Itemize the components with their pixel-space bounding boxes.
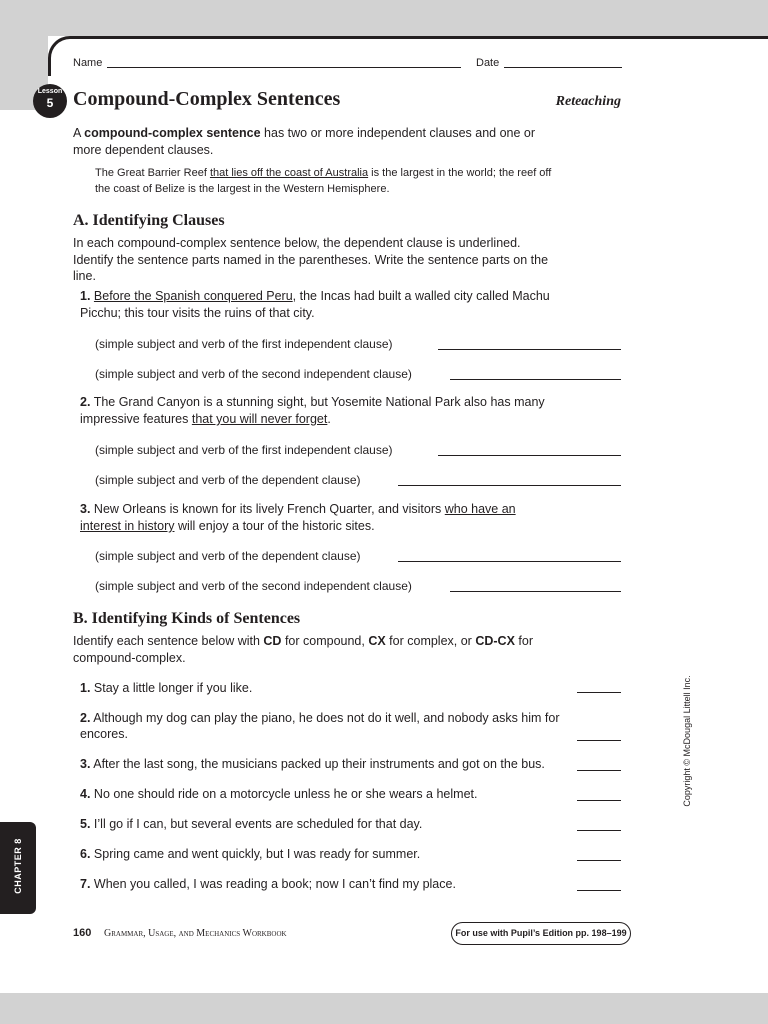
answer-line[interactable]: [577, 890, 621, 891]
section-a-heading: A. Identifying Clauses: [73, 212, 225, 229]
section-tag: Reteaching: [555, 94, 621, 109]
answer-line[interactable]: [577, 740, 621, 741]
page-number: 160: [73, 927, 92, 939]
definition-paragraph: A compound-complex sentence has two or more independent clauses and one or more dependent clauses.: [73, 126, 536, 157]
bottom-margin: [0, 993, 768, 1024]
lesson-number: 5: [46, 96, 54, 110]
answer-line[interactable]: [450, 379, 621, 380]
section-a-instructions: In each compound-complex sentence below, the dependent clause is underlined. Identify the sentence parts named in the parentheses. Write the sentence parts on the line.: [73, 236, 549, 283]
list-item: 3. After the last song, the musicians packed up their instruments and got on the bus.: [80, 757, 545, 771]
answer-line[interactable]: [577, 860, 621, 861]
lesson-label: Lesson: [37, 88, 63, 95]
date-label: Date: [476, 57, 500, 69]
answer-line[interactable]: [577, 800, 621, 801]
key-term: compound-complex sentence: [84, 126, 261, 140]
prompt-text: (simple subject and verb of the first independent clause): [95, 337, 393, 351]
answer-line[interactable]: [398, 561, 621, 562]
name-field[interactable]: [107, 67, 461, 68]
list-item: 1. Stay a little longer if you like.: [80, 681, 253, 695]
prompt-text: (simple subject and verb of the second independent clause): [95, 367, 412, 381]
answer-line[interactable]: [577, 830, 621, 831]
page-title: Compound-Complex Sentences: [73, 88, 341, 110]
copyright-notice: Copyright © McDougal Littell Inc.: [682, 675, 692, 807]
book-title: Grammar, Usage, and Mechanics Workbook: [104, 928, 287, 939]
section-b-instructions: Identify each sentence below with CD for compound, CX for complex, or CD-CX for compound-complex.: [73, 634, 533, 665]
answer-line[interactable]: [577, 770, 621, 771]
prompt-text: (simple subject and verb of the first independent clause): [95, 443, 393, 457]
name-label: Name: [73, 57, 103, 69]
example-underlined-clause: that lies off the coast of Australia: [209, 167, 369, 179]
prompt-text: (simple subject and verb of the dependent clause): [95, 473, 361, 487]
answer-line[interactable]: [438, 455, 621, 456]
example-sentence: The Great Barrier Reef that lies off the coast of Australia is the largest in the world; the reef off the coast of Belize is the largest in the Western Hemisphere.: [95, 167, 552, 195]
answer-line[interactable]: [450, 591, 621, 592]
list-item: 2. The Grand Canyon is a stunning sight, but Yosemite National Park also has many impressive features that you will never forget.: [80, 395, 545, 426]
list-item: 7. When you called, I was reading a book; now I can’t find my place.: [80, 877, 456, 891]
top-margin: [0, 0, 768, 36]
list-item: 1. Before the Spanish conquered Peru, the Incas had built a walled city called Machu Picchu; this tour visits the ruins of that city.: [80, 289, 550, 320]
list-item: 3. New Orleans is known for its lively French Quarter, and visitors who have an interest in history will enjoy a tour of the historic sites.: [80, 502, 516, 533]
chapter-label: CHAPTER 8: [13, 838, 23, 894]
page-border: [48, 36, 768, 76]
date-field[interactable]: [504, 67, 622, 68]
section-b-heading: B. Identifying Kinds of Sentences: [73, 610, 301, 627]
answer-line[interactable]: [577, 692, 621, 693]
answer-line[interactable]: [438, 349, 621, 350]
prompt-text: (simple subject and verb of the second independent clause): [95, 579, 412, 593]
list-item: 5. I’ll go if I can, but several events are scheduled for that day.: [80, 817, 423, 831]
list-item: 6. Spring came and went quickly, but I was ready for summer.: [80, 847, 421, 861]
lesson-badge: [33, 84, 67, 118]
prompt-text: (simple subject and verb of the dependent clause): [95, 549, 361, 563]
list-item: 4. No one should ride on a motorcycle unless he or she wears a helmet.: [80, 787, 478, 801]
list-item: 2. Although my dog can play the piano, he does not do it well, and nobody asks him for encores.: [80, 711, 560, 741]
answer-line[interactable]: [398, 485, 621, 486]
pupil-edition-box: For use with Pupil’s Edition pp. 198–199: [451, 922, 631, 945]
